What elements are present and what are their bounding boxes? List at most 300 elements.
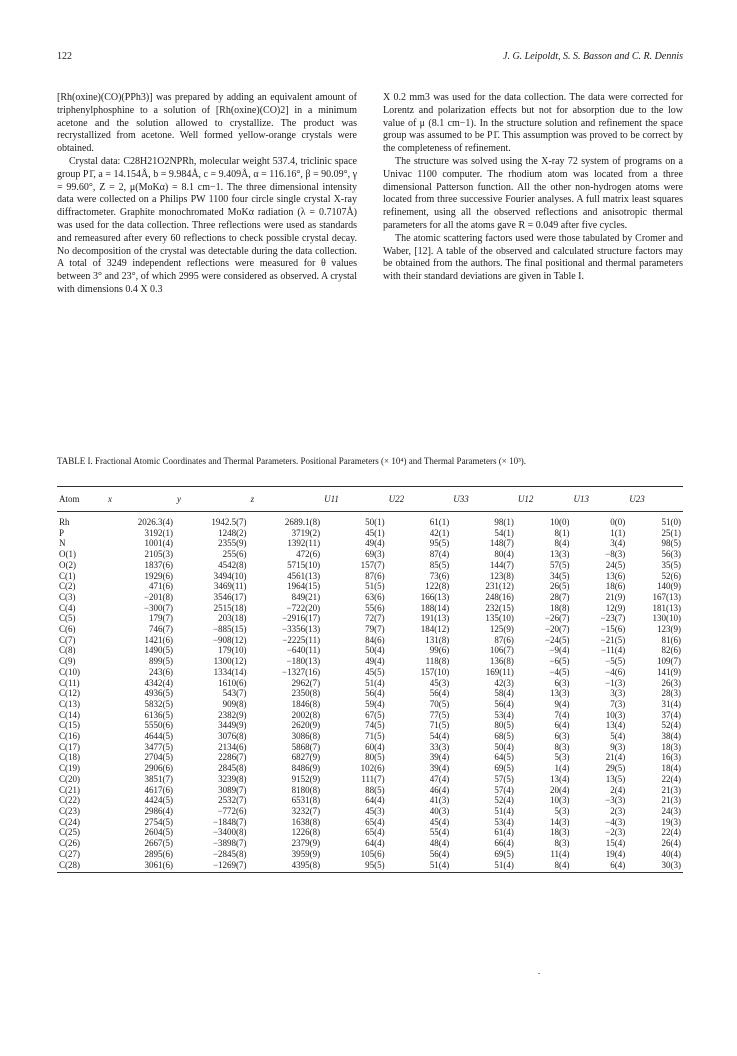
u22-cell: 56(4) (429, 688, 450, 699)
z-cell: −2225(11) (282, 634, 321, 645)
z-cell: 472(6) (296, 549, 321, 560)
column-header-u23: U23 (627, 487, 683, 512)
atom-cell: C(16) (59, 731, 80, 742)
y-cell: 4542(8) (218, 559, 247, 570)
u12-cell: −20(7) (544, 624, 570, 635)
u12-cell: 5(3) (554, 805, 570, 816)
u33-cell: 61(4) (494, 827, 514, 838)
column-header-z: z (249, 487, 323, 512)
y-cell: 3546(17) (213, 591, 247, 602)
y-cell: 1248(2) (218, 527, 247, 538)
x-cell: 1421(6) (144, 634, 174, 645)
u23-cell: 18(4) (661, 763, 681, 774)
x-cell: 1929(6) (144, 570, 174, 581)
u33-cell: 248(16) (485, 591, 514, 602)
atom-cell: O(1) (59, 549, 76, 560)
u23-cell: 51(0) (661, 517, 681, 527)
u13-cell: 2(3) (610, 805, 626, 816)
stray-mark (538, 973, 540, 974)
y-cell: 2845(8) (218, 763, 247, 774)
atom-cell: C(22) (59, 795, 80, 806)
table-row (57, 538, 683, 549)
u22-cell: 42(1) (429, 527, 450, 538)
u12-cell: −9(4) (549, 645, 570, 656)
u11-cell: 102(6) (360, 763, 385, 774)
u23-cell: 52(6) (661, 570, 681, 581)
table-row (57, 742, 683, 753)
x-cell: 899(5) (149, 656, 174, 667)
u11-cell: 88(5) (365, 784, 385, 795)
u23-cell: 140(9) (657, 581, 681, 592)
paragraph: X 0.2 mm3 was used for the data collection. The data were corrected for Lorentz and polarization effects but not for absorption due to the low value of μ (8.1 cm−1). In the structure solution and refinement the space group was assumed to be P1̄. This assumption was proved to be correct by the completeness of refinement. (383, 92, 683, 155)
x-cell: 5832(5) (144, 698, 174, 709)
u11-cell: 65(4) (365, 816, 385, 827)
u23-cell: 52(4) (661, 720, 681, 731)
atom-cell: C(19) (59, 763, 80, 774)
u11-cell: 111(7) (361, 773, 385, 784)
u22-cell: 99(6) (429, 645, 450, 656)
body-text (57, 92, 683, 297)
u33-cell: 50(4) (494, 741, 514, 752)
y-cell: 3089(7) (218, 784, 247, 795)
x-cell: 1001(4) (144, 538, 174, 549)
u12-cell: 6(3) (554, 677, 570, 688)
z-cell: 1226(8) (291, 827, 321, 838)
x-cell: 4644(5) (144, 731, 174, 742)
u11-cell: 157(7) (360, 559, 385, 570)
u23-cell: 81(6) (661, 634, 681, 645)
z-cell: 3232(7) (291, 805, 321, 816)
y-cell: 179(10) (218, 645, 247, 656)
atom-cell: C(2) (59, 581, 76, 592)
y-cell: −772(6) (217, 805, 247, 816)
table-row (57, 512, 683, 528)
z-cell: 5868(7) (291, 741, 321, 752)
u22-cell: 39(4) (429, 763, 450, 774)
u12-cell: 8(4) (516, 860, 572, 873)
y-cell: −3898(7) (212, 838, 247, 849)
u23-cell: 30(3) (627, 860, 683, 873)
atom-cell: C(6) (59, 624, 76, 635)
u33-cell: 66(4) (494, 838, 514, 849)
u33-cell: 42(3) (494, 677, 514, 688)
u23-cell: 25(1) (661, 527, 681, 538)
u33-cell: 69(5) (494, 763, 514, 774)
u33-cell: 125(9) (489, 624, 514, 635)
y-cell: −1269(7) (175, 860, 249, 873)
y-cell: 3449(9) (218, 720, 247, 731)
x-cell: 2667(5) (144, 838, 174, 849)
table-caption: TABLE I. Fractional Atomic Coordinates and Thermal Parameters. Positional Parameters (× 10⁴) and Thermal Parameters (× 10³). (57, 456, 527, 466)
u33-cell: 106(7) (489, 645, 514, 656)
atom-cell: C(27) (59, 848, 80, 859)
table-row (57, 720, 683, 731)
column-header-u33: U33 (451, 487, 516, 512)
u12-cell: 6(4) (554, 720, 570, 731)
u33-cell: 53(4) (494, 816, 514, 827)
u22-cell: 77(5) (429, 709, 450, 720)
u12-cell: 14(3) (550, 816, 570, 827)
u13-cell: 18(6) (605, 581, 626, 592)
atom-cell: C(25) (59, 827, 80, 838)
z-cell: −2916(17) (282, 613, 321, 624)
x-cell: 3192(1) (144, 527, 174, 538)
y-cell: 3239(8) (218, 773, 247, 784)
u23-cell: 31(4) (661, 698, 681, 709)
table-row (57, 785, 683, 796)
u33-cell: 123(8) (489, 570, 514, 581)
z-cell: 2002(8) (291, 709, 321, 720)
column-header-u11: U11 (322, 487, 387, 512)
table-row (57, 860, 683, 873)
u13-cell: −4(3) (605, 816, 626, 827)
u22-cell: 87(4) (429, 549, 450, 560)
u23-cell: 141(9) (657, 666, 681, 677)
u33-cell: 58(4) (494, 688, 514, 699)
u11-cell: 45(5) (365, 666, 385, 677)
u22-cell: 122(8) (425, 581, 450, 592)
u33-cell: 51(4) (451, 860, 516, 873)
u12-cell: 13(3) (550, 688, 570, 699)
table-row (57, 581, 683, 592)
u13-cell: −21(5) (600, 634, 626, 645)
u12-cell: 20(4) (550, 784, 570, 795)
table-row (57, 699, 683, 710)
y-cell: 203(18) (218, 613, 247, 624)
z-cell: 849(21) (291, 591, 321, 602)
x-cell: 4424(5) (144, 795, 174, 806)
u33-cell: 54(1) (494, 527, 514, 538)
u22-cell: 184(12) (420, 624, 450, 635)
table-row (57, 549, 683, 560)
u13-cell: 7(3) (610, 698, 626, 709)
u12-cell: 13(3) (550, 549, 570, 560)
atom-cell: C(1) (59, 570, 76, 581)
table-body (57, 512, 683, 873)
u23-cell: 98(5) (661, 538, 681, 549)
u22-cell: 95(5) (429, 538, 450, 549)
u33-cell: 80(5) (494, 720, 514, 731)
table-row (57, 763, 683, 774)
table-row (57, 688, 683, 699)
x-cell: 746(7) (149, 624, 174, 635)
atom-cell: C(21) (59, 784, 80, 795)
z-cell: 8486(9) (291, 763, 321, 774)
u13-cell: −5(5) (605, 656, 626, 667)
u11-cell: 59(4) (365, 698, 385, 709)
column-header-x: x (106, 487, 175, 512)
table-row (57, 667, 683, 678)
u12-cell: 26(5) (550, 581, 570, 592)
u23-cell: 109(7) (657, 656, 681, 667)
u11-cell: 64(4) (365, 795, 385, 806)
u13-cell: 13(5) (605, 773, 626, 784)
u11-cell: 51(5) (365, 581, 385, 592)
x-cell: 2604(5) (144, 827, 174, 838)
atom-cell: C(26) (59, 838, 80, 849)
paragraph: The structure was solved using the X-ray 72 system of programs on a Univac 1100 computer. The rhodium atom was located from a three dimensional Patterson function. All the other non-hydrogen atoms were located from three successive Fourier analyses. A full matrix least squares refinement, using all the observed reflections and anisotropic thermal parameters for all the atoms gave R = 0.049 after five cycles. (383, 155, 683, 231)
y-cell: 1942.5(7) (211, 517, 247, 527)
table-row (57, 774, 683, 785)
u23-cell: 22(4) (661, 827, 681, 838)
column-header-atom: Atom (57, 487, 106, 512)
u22-cell: 48(4) (429, 838, 450, 849)
u12-cell: 5(3) (554, 752, 570, 763)
u12-cell: 8(3) (554, 838, 570, 849)
x-cell: 3477(5) (144, 741, 174, 752)
u13-cell: 1(1) (610, 527, 626, 538)
x-cell: 243(6) (149, 666, 174, 677)
z-cell: 5715(10) (287, 559, 321, 570)
table-row (57, 795, 683, 806)
u11-cell: 67(5) (365, 709, 385, 720)
u23-cell: 37(4) (661, 709, 681, 720)
u23-cell: 130(10) (652, 613, 681, 624)
z-cell: 3719(2) (291, 527, 321, 538)
u13-cell: 29(5) (605, 763, 626, 774)
y-cell: 3469(11) (213, 581, 247, 592)
table-row (57, 560, 683, 571)
table-row (57, 528, 683, 539)
u23-cell: 40(4) (661, 848, 681, 859)
u13-cell: −15(6) (600, 624, 626, 635)
atom-cell: C(4) (59, 602, 76, 613)
y-cell: −2845(8) (212, 848, 247, 859)
u33-cell: 169(11) (485, 666, 514, 677)
x-cell: 471(6) (149, 581, 174, 592)
u33-cell: 231(12) (485, 581, 514, 592)
u11-cell: 51(4) (365, 677, 385, 688)
u11-cell: 45(1) (365, 527, 385, 538)
x-cell: 4617(6) (144, 784, 174, 795)
x-cell: 2105(3) (144, 549, 174, 560)
u23-cell: 16(3) (661, 752, 681, 763)
z-cell: 4561(13) (287, 570, 321, 581)
u11-cell: 49(4) (365, 656, 385, 667)
y-cell: 255(6) (222, 549, 247, 560)
u13-cell: 3(4) (610, 538, 626, 549)
table-row (57, 678, 683, 689)
u23-cell: 28(3) (661, 688, 681, 699)
y-cell: 2134(6) (218, 741, 247, 752)
u12-cell: 18(8) (550, 602, 570, 613)
u33-cell: 148(7) (489, 538, 514, 549)
u23-cell: 82(6) (661, 645, 681, 656)
y-cell: 2286(7) (218, 752, 247, 763)
u22-cell: 41(3) (429, 795, 450, 806)
table-row (57, 645, 683, 656)
u22-cell: 157(10) (420, 666, 450, 677)
y-cell: 1610(6) (218, 677, 247, 688)
u13-cell: 21(9) (605, 591, 626, 602)
table-row (57, 849, 683, 860)
u11-cell: 55(6) (365, 602, 385, 613)
x-cell: 3851(7) (144, 773, 174, 784)
u33-cell: 87(6) (494, 634, 514, 645)
atom-cell: N (59, 538, 66, 549)
z-cell: −640(11) (286, 645, 321, 656)
u22-cell: 47(4) (429, 773, 450, 784)
u11-cell: 74(5) (365, 720, 385, 731)
atom-cell: C(15) (59, 720, 80, 731)
x-cell: 4342(4) (144, 677, 174, 688)
atom-cell: C(3) (59, 591, 76, 602)
y-cell: 2382(9) (218, 709, 247, 720)
u33-cell: 57(4) (494, 784, 514, 795)
u23-cell: 56(3) (661, 549, 681, 560)
table-row (57, 838, 683, 849)
x-cell: 4936(5) (144, 688, 174, 699)
table-row (57, 613, 683, 624)
page-number: 122 (57, 51, 72, 62)
running-head: J. G. Leipoldt, S. S. Basson and C. R. Dennis (503, 51, 683, 62)
u22-cell: 188(14) (420, 602, 450, 613)
u13-cell: 24(5) (605, 559, 626, 570)
u11-cell: 95(5) (322, 860, 387, 873)
x-cell: 1837(6) (144, 559, 174, 570)
u22-cell: 33(3) (429, 741, 450, 752)
u22-cell: 51(4) (387, 860, 452, 873)
u23-cell: 24(3) (661, 805, 681, 816)
z-cell: −722(20) (286, 602, 321, 613)
table-row (57, 817, 683, 828)
z-cell: 3959(9) (291, 848, 321, 859)
u13-cell: 10(3) (605, 709, 626, 720)
x-cell: 2026.3(4) (137, 517, 174, 527)
u11-cell: 63(6) (365, 591, 385, 602)
u11-cell: 69(3) (365, 549, 385, 560)
y-cell: 2532(7) (218, 795, 247, 806)
u11-cell: 60(4) (365, 741, 385, 752)
u22-cell: 45(3) (429, 677, 450, 688)
atom-cell: C(7) (59, 634, 76, 645)
atom-cell: Rh (59, 517, 70, 527)
z-cell: 2689.1(8) (284, 517, 321, 527)
atom-cell: C(5) (59, 613, 76, 624)
u23-cell: 26(3) (661, 677, 681, 688)
u13-cell: 12(9) (605, 602, 626, 613)
u11-cell: 45(3) (365, 805, 385, 816)
u12-cell: 9(4) (554, 698, 570, 709)
u13-cell: −23(7) (600, 613, 626, 624)
u13-cell: 13(6) (605, 570, 626, 581)
u11-cell: 105(6) (360, 848, 385, 859)
u13-cell: −8(3) (605, 549, 626, 560)
u23-cell: 21(3) (661, 784, 681, 795)
y-cell: 3494(10) (213, 570, 247, 581)
y-cell: −1848(7) (212, 816, 247, 827)
u11-cell: 65(4) (365, 827, 385, 838)
u12-cell: 10(3) (550, 795, 570, 806)
z-cell: 2379(9) (291, 838, 321, 849)
u12-cell: 7(4) (554, 709, 570, 720)
x-cell: 1490(5) (144, 645, 174, 656)
atom-cell: P (59, 527, 65, 538)
u33-cell: 52(4) (494, 795, 514, 806)
z-cell: −3356(13) (282, 624, 321, 635)
x-cell: 179(7) (149, 613, 174, 624)
z-cell: 8180(8) (291, 784, 321, 795)
y-cell: 2355(9) (218, 538, 247, 549)
column-header-u13: U13 (572, 487, 628, 512)
y-cell: 909(8) (222, 698, 247, 709)
u13-cell: 5(4) (610, 731, 626, 742)
u11-cell: 49(4) (365, 538, 385, 549)
atom-cell: C(10) (59, 666, 80, 677)
column-header-u22: U22 (387, 487, 452, 512)
coordinates-table (57, 486, 683, 873)
table-row (57, 592, 683, 603)
right-column (383, 92, 683, 297)
z-cell: 2620(9) (291, 720, 321, 731)
u22-cell: 131(8) (425, 634, 450, 645)
x-cell: 3061(6) (106, 860, 175, 873)
u33-cell: 135(10) (485, 613, 514, 624)
atom-cell: C(28) (57, 860, 106, 873)
z-cell: 1392(11) (287, 538, 321, 549)
u13-cell: 13(4) (605, 720, 626, 731)
u13-cell: −11(4) (600, 645, 626, 656)
u22-cell: 54(4) (429, 731, 450, 742)
z-cell: 3086(8) (291, 731, 321, 742)
u13-cell: −3(3) (605, 795, 626, 806)
table-row (57, 806, 683, 817)
u12-cell: −26(7) (544, 613, 570, 624)
u13-cell: 6(4) (572, 860, 628, 873)
u13-cell: −2(3) (605, 827, 626, 838)
u11-cell: 64(4) (365, 838, 385, 849)
table-row (57, 624, 683, 635)
z-cell: −1327(16) (282, 666, 321, 677)
u23-cell: 26(4) (661, 838, 681, 849)
atom-cell: C(12) (59, 688, 80, 699)
u33-cell: 69(5) (494, 848, 514, 859)
z-cell: 1846(8) (291, 698, 321, 709)
u12-cell: −4(5) (549, 666, 570, 677)
y-cell: 1300(12) (213, 656, 247, 667)
paragraph: Crystal data: C28H21O2NPRh, molecular weight 537.4, triclinic space group P1̄, a = 14.154Å, b = 9.984Å, c = 9.409Å, α = 116.16°, β = 90.09°, γ = 99.60°, Z = 2, μ(MoKα) = 8.1 cm−1. The three dimensional intensity data were collected on a Philips PW 1100 four circle single crystal X-ray diffractometer. Graphite monochromated MoKα radiation (λ = 0.7107Å) was used for the data collection. Three reflections were used as standards and remeasured after every 60 reflections to check possible crystal decay. No decomposition of the crystal was detectable during the data collection. A total of 3249 independent reflections were measured for θ values between 3° and 23°, of which 2995 were considered as observed. A crystal with dimensions 0.4 X 0.3 (57, 155, 358, 295)
paragraph: [Rh(oxine)(CO)(PPh3)] was prepared by adding an equivalent amount of triphenylphosphine to a solution of [Rh(oxine)(CO)2] in a minimum acetone and the solution allowed to crystallize. The product was recrystallized from acetone. Well formed yellow-orange crystals were obtained. (57, 92, 357, 155)
u22-cell: 61(1) (429, 517, 450, 527)
u12-cell: 28(7) (550, 591, 570, 602)
table-row (57, 656, 683, 667)
x-cell: 2986(4) (144, 805, 174, 816)
u12-cell: 8(3) (554, 741, 570, 752)
atom-cell: C(24) (59, 816, 80, 827)
u33-cell: 144(7) (489, 559, 514, 570)
u12-cell: 57(5) (550, 559, 570, 570)
u12-cell: 34(5) (550, 570, 570, 581)
y-cell: −908(12) (212, 634, 247, 645)
u12-cell: 18(3) (550, 827, 570, 838)
u13-cell: 19(4) (605, 848, 626, 859)
atom-cell: C(8) (59, 645, 76, 656)
u22-cell: 45(4) (429, 816, 450, 827)
u11-cell: 71(5) (365, 731, 385, 742)
u23-cell: 35(5) (661, 559, 681, 570)
x-cell: −201(8) (143, 591, 174, 602)
u11-cell: 84(6) (365, 634, 385, 645)
atom-cell: C(14) (59, 709, 80, 720)
u13-cell: −4(6) (605, 666, 626, 677)
u12-cell: 8(1) (554, 527, 570, 538)
x-cell: 2704(5) (144, 752, 174, 763)
u33-cell: 56(4) (494, 698, 514, 709)
u23-cell: 18(3) (661, 741, 681, 752)
u23-cell: 167(13) (652, 591, 681, 602)
u22-cell: 118(8) (425, 656, 450, 667)
u12-cell: −24(5) (544, 634, 570, 645)
